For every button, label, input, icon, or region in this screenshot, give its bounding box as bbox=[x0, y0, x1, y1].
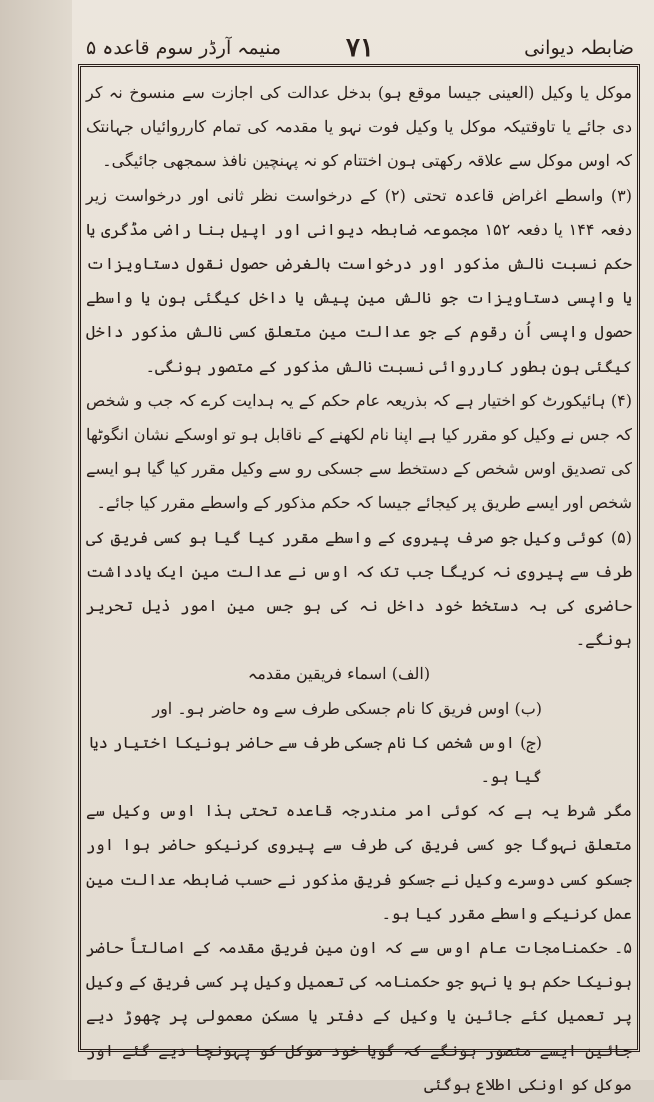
list-item-be: (ب) اوس فریق کا نام جسکی طرف سے وہ حاضر ہو۔ اور bbox=[152, 698, 542, 718]
page-number: ۷۱ bbox=[346, 33, 374, 63]
header-book-title: ضابطہ دیوانی bbox=[524, 37, 634, 59]
paragraph-subrule-3: (۳) واسطے اغراض قاعدہ تحتی (۲) کے درخواست نظر ثانی اور درخواست زیر دفعہ ۱۴۴ یا دفعہ ۱۵۲ مجموعہ ضابطہ دیوانی اور اپیل بنا راضی مڈگری یا حکم نسبت نالش مذکور اور درخواست بالغرض حصول نقول دستاویزات یا واپسی دستاویزات جو نالش مین پیش یا داخل کیگئی ہون یا واسطے حصول واپسی اُن رقوم کے جو عدالت مین متعلق کسی نالش مذکور داخل کیگئی ہون بطور کارروائی نسبت نالش مذکور کے متصور ہونگی۔ bbox=[86, 185, 633, 376]
list-item-alif: (الف) اسماء فریقین مقدمہ bbox=[247, 664, 431, 684]
paragraph-proviso: مگر شرط یہ ہے کہ کوئی امر مندرجہ قاعدہ تحتی ہذا اوس وکیل سے متعلق نہوگا جو کسی فریق کی طرف سے پیروی کرنیکو حاضر ہوا اور جسکو کسی دوسرے وکیل نے جسکو فریق مذکور نے حسب ضابطہ عدالت مین عمل کرنیکے واسطے مقرر کیا ہو۔ bbox=[86, 801, 632, 923]
paragraph-subrule-4: (۴) ہائیکورٹ کو اختیار ہے کہ بذریعہ عام حکم کے یہ ہدایت کرے کہ جب و شخص کہ جس نے وکیل کو مقرر کیا ہے اپنا نام لکھنے کے ناقابل ہو تو اوسکے نشان انگوٹھا کی تصدیق اوس شخص کے دستخط سے جسکی رو سے وکیل مقرر کیا گیا ہو ایسے شخص اور ایسے طریق پر کیجائے جیسا کہ حکم مذکور کے واسطے مقرر کیا جائے۔ bbox=[86, 390, 632, 513]
paragraph-1: موکل یا وکیل (العینی جیسا موقع ہو) بدخل عدالت کی اجازت سے منسوخ نہ کر دی جائے یا تاوقتیکہ موکل یا وکیل فوت نہو یا مقدمہ کی تمام کارروائیاں جہانتک کہ اوس موکل سے علاقہ رکھتی ہون اختتام کو نہ پہنچین نافذ سمجھی جائیگی۔ bbox=[86, 83, 632, 171]
list-item-jeem: (ج) اوس شخص کا نام جسکی طرف سے حاضر ہونیکا اختیار دیا گیا ہو۔ bbox=[89, 732, 542, 787]
paragraph-rule-5: ۵۔ حکمنامجات عام اوس سے کہ اون مین فریق مقدمہ کے اصالتاً حاضر ہونیکا حکم ہو یا نہو جو حکمنامہ کی تعمیل وکیل پر کسی فریق کے وکیل پر تعمیل کئے جائین یا وکیل کے دفتر یا مسکن معمولی پر چھوڑ دیے جائین ایسے متصور ہونگے کہ گویا خود موکل کو پہونچا دیے گئے اور موکل کو اونکی اطلاع ہوگئی bbox=[86, 938, 632, 1094]
document-body bbox=[86, 76, 633, 1094]
page-margin bbox=[0, 0, 72, 1080]
paragraph-subrule-5: (۵) کوئی وکیل جو صرف پیروی کے واسطے مقرر کیا گیا ہو کسی فریق کی طرف سے پیروی نہ کریگا جب تک کہ اوس نے عدالت مین ایک یادداشت حاضری کی بہ دستخط خود داخل نہ کی ہو جس مین امور ذیل تحریر ہونگے۔ bbox=[86, 527, 632, 650]
header-section-reference: منیمہ آرڈر سوم قاعدہ ۵ bbox=[86, 37, 282, 59]
